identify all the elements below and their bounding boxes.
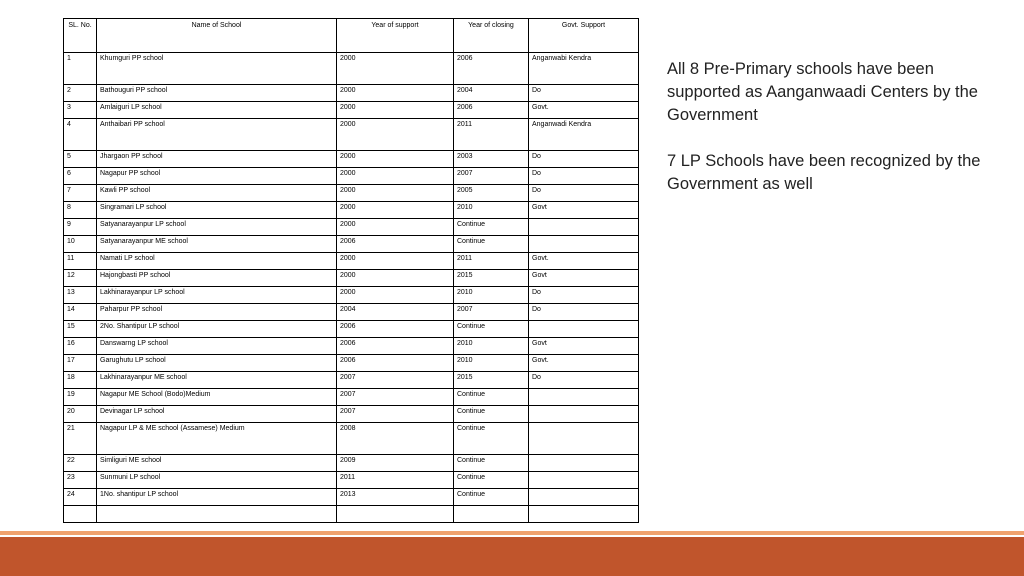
cell-school-name: Hajongbasti PP school — [97, 270, 337, 287]
cell-year-of-closing: 2015 — [454, 270, 529, 287]
cell-year-of-support: 2006 — [337, 338, 454, 355]
cell-sl-no: 18 — [64, 372, 97, 389]
cell-year-of-support: 2009 — [337, 455, 454, 472]
cell-govt-support: Govt. — [529, 102, 639, 119]
cell-sl-no: 6 — [64, 168, 97, 185]
cell-school-name: Garughutu LP school — [97, 355, 337, 372]
table-row — [64, 85, 639, 102]
cell-school-name: Nagapur LP & ME school (Assamese) Medium — [97, 423, 337, 455]
note-pre-primary: All 8 Pre-Primary schools have been supported as Aanganwaadi Centers by the Government — [667, 60, 978, 124]
cell-govt-support: Govt — [529, 270, 639, 287]
table-row — [64, 372, 639, 389]
cell-year-of-closing: Continue — [454, 423, 529, 455]
cell-year-of-closing: 2006 — [454, 102, 529, 119]
side-notes — [667, 58, 987, 219]
table-row — [64, 406, 639, 423]
cell-sl-no: 15 — [64, 321, 97, 338]
cell-school-name — [97, 506, 337, 523]
cell-year-of-closing: Continue — [454, 406, 529, 423]
header-name-of-school: Name of School — [97, 19, 337, 53]
table-row — [64, 202, 639, 219]
table-row — [64, 236, 639, 253]
cell-school-name: Satyanarayanpur LP school — [97, 219, 337, 236]
cell-school-name: Anthaibari PP school — [97, 119, 337, 151]
footer-accent-line — [0, 531, 1024, 535]
table-row — [64, 168, 639, 185]
cell-school-name: Namati LP school — [97, 253, 337, 270]
cell-year-of-closing: 2015 — [454, 372, 529, 389]
cell-school-name: Amlaiguri LP school — [97, 102, 337, 119]
cell-school-name: Paharpur PP school — [97, 304, 337, 321]
cell-sl-no: 22 — [64, 455, 97, 472]
table-row — [64, 423, 639, 455]
cell-year-of-support: 2000 — [337, 151, 454, 168]
cell-year-of-support: 2011 — [337, 472, 454, 489]
header-govt-support: Govt. Support — [529, 19, 639, 53]
cell-govt-support: Do — [529, 185, 639, 202]
table-row — [64, 389, 639, 406]
cell-sl-no: 21 — [64, 423, 97, 455]
cell-govt-support — [529, 489, 639, 506]
cell-year-of-closing: 2011 — [454, 119, 529, 151]
cell-school-name: Nagapur ME School (Bodo)Medium — [97, 389, 337, 406]
cell-year-of-support: 2000 — [337, 219, 454, 236]
schools-table — [63, 18, 639, 523]
cell-year-of-closing: 2007 — [454, 168, 529, 185]
cell-year-of-closing: Continue — [454, 219, 529, 236]
cell-sl-no: 12 — [64, 270, 97, 287]
cell-sl-no: 1 — [64, 53, 97, 85]
cell-year-of-support: 2000 — [337, 168, 454, 185]
cell-govt-support — [529, 406, 639, 423]
cell-govt-support — [529, 423, 639, 455]
cell-year-of-closing: 2010 — [454, 338, 529, 355]
cell-sl-no: 24 — [64, 489, 97, 506]
cell-year-of-closing: 2010 — [454, 202, 529, 219]
cell-govt-support: Anganwabi Kendra — [529, 53, 639, 85]
cell-year-of-support: 2000 — [337, 287, 454, 304]
cell-sl-no: 11 — [64, 253, 97, 270]
note-lp-schools: 7 LP Schools have been recognized by the Government as well — [667, 152, 981, 193]
cell-school-name: Simliguri ME school — [97, 455, 337, 472]
cell-year-of-support: 2000 — [337, 185, 454, 202]
cell-year-of-support: 2000 — [337, 119, 454, 151]
cell-year-of-support: 2006 — [337, 321, 454, 338]
cell-govt-support: Do — [529, 168, 639, 185]
cell-school-name: Jhargaon PP school — [97, 151, 337, 168]
cell-govt-support: Do — [529, 304, 639, 321]
cell-year-of-closing: 2011 — [454, 253, 529, 270]
cell-govt-support: Anganwadi Kendra — [529, 119, 639, 151]
cell-sl-no: 23 — [64, 472, 97, 489]
table-row — [64, 455, 639, 472]
cell-year-of-closing: Continue — [454, 236, 529, 253]
table-body — [64, 53, 639, 523]
cell-year-of-closing: Continue — [454, 455, 529, 472]
cell-govt-support — [529, 455, 639, 472]
cell-sl-no: 14 — [64, 304, 97, 321]
cell-year-of-closing: 2003 — [454, 151, 529, 168]
cell-govt-support: Do — [529, 287, 639, 304]
cell-school-name: Nagapur PP school — [97, 168, 337, 185]
cell-year-of-closing: Continue — [454, 321, 529, 338]
cell-year-of-support: 2007 — [337, 372, 454, 389]
cell-school-name: Lakhinarayanpur ME school — [97, 372, 337, 389]
cell-school-name: Danswarng LP school — [97, 338, 337, 355]
cell-govt-support: Do — [529, 372, 639, 389]
header-year-of-closing: Year of closing — [454, 19, 529, 53]
cell-sl-no: 9 — [64, 219, 97, 236]
cell-sl-no: 8 — [64, 202, 97, 219]
cell-year-of-closing: 2007 — [454, 304, 529, 321]
cell-govt-support: Do — [529, 151, 639, 168]
cell-govt-support — [529, 472, 639, 489]
table-row — [64, 287, 639, 304]
cell-govt-support: Govt — [529, 338, 639, 355]
cell-year-of-closing: Continue — [454, 489, 529, 506]
table-row — [64, 304, 639, 321]
table-row — [64, 185, 639, 202]
cell-govt-support: Govt. — [529, 253, 639, 270]
cell-year-of-closing: 2010 — [454, 287, 529, 304]
cell-govt-support — [529, 219, 639, 236]
table-row — [64, 270, 639, 287]
cell-year-of-closing: 2005 — [454, 185, 529, 202]
table-row — [64, 151, 639, 168]
table-row — [64, 253, 639, 270]
table-row — [64, 219, 639, 236]
cell-sl-no — [64, 506, 97, 523]
cell-school-name: Devinagar LP school — [97, 406, 337, 423]
table-row — [64, 119, 639, 151]
cell-sl-no: 19 — [64, 389, 97, 406]
cell-year-of-support: 2007 — [337, 389, 454, 406]
cell-year-of-closing: Continue — [454, 389, 529, 406]
cell-school-name: 2No. Shantipur LP school — [97, 321, 337, 338]
cell-year-of-support: 2004 — [337, 304, 454, 321]
cell-year-of-support — [337, 506, 454, 523]
cell-school-name: Khumguri PP school — [97, 53, 337, 85]
cell-year-of-support: 2000 — [337, 202, 454, 219]
cell-govt-support — [529, 506, 639, 523]
cell-sl-no: 16 — [64, 338, 97, 355]
cell-sl-no: 4 — [64, 119, 97, 151]
cell-sl-no: 13 — [64, 287, 97, 304]
footer-accent-bar — [0, 537, 1024, 576]
cell-year-of-support: 2006 — [337, 236, 454, 253]
cell-school-name: Satyanarayanpur ME school — [97, 236, 337, 253]
cell-year-of-support: 2006 — [337, 355, 454, 372]
table-row — [64, 102, 639, 119]
cell-year-of-support: 2008 — [337, 423, 454, 455]
cell-year-of-support: 2000 — [337, 253, 454, 270]
table-row — [64, 338, 639, 355]
cell-govt-support: Govt. — [529, 355, 639, 372]
cell-school-name: Kawli PP school — [97, 185, 337, 202]
cell-sl-no: 7 — [64, 185, 97, 202]
cell-school-name: Bathouguri PP school — [97, 85, 337, 102]
table-header-row — [64, 19, 639, 53]
cell-school-name: Lakhinarayanpur LP school — [97, 287, 337, 304]
table-row — [64, 489, 639, 506]
cell-year-of-support: 2000 — [337, 53, 454, 85]
cell-year-of-support: 2000 — [337, 85, 454, 102]
cell-year-of-closing: 2006 — [454, 53, 529, 85]
table-row — [64, 355, 639, 372]
table-row — [64, 472, 639, 489]
cell-year-of-closing — [454, 506, 529, 523]
cell-year-of-support: 2000 — [337, 270, 454, 287]
cell-sl-no: 20 — [64, 406, 97, 423]
cell-govt-support — [529, 236, 639, 253]
cell-year-of-closing: 2004 — [454, 85, 529, 102]
header-sl-no: SL. No. — [64, 19, 97, 53]
cell-sl-no: 2 — [64, 85, 97, 102]
cell-school-name: Sunmuni LP school — [97, 472, 337, 489]
table-row — [64, 53, 639, 85]
cell-govt-support: Govt — [529, 202, 639, 219]
cell-year-of-support: 2000 — [337, 102, 454, 119]
cell-year-of-support: 2013 — [337, 489, 454, 506]
cell-govt-support — [529, 321, 639, 338]
cell-sl-no: 5 — [64, 151, 97, 168]
cell-year-of-closing: Continue — [454, 472, 529, 489]
cell-sl-no: 10 — [64, 236, 97, 253]
table-row — [64, 506, 639, 523]
cell-school-name: Singramari LP school — [97, 202, 337, 219]
table-row — [64, 321, 639, 338]
cell-sl-no: 3 — [64, 102, 97, 119]
header-year-of-support: Year of support — [337, 19, 454, 53]
cell-govt-support: Do — [529, 85, 639, 102]
cell-school-name: 1No. shantipur LP school — [97, 489, 337, 506]
cell-year-of-support: 2007 — [337, 406, 454, 423]
cell-govt-support — [529, 389, 639, 406]
cell-sl-no: 17 — [64, 355, 97, 372]
cell-year-of-closing: 2010 — [454, 355, 529, 372]
